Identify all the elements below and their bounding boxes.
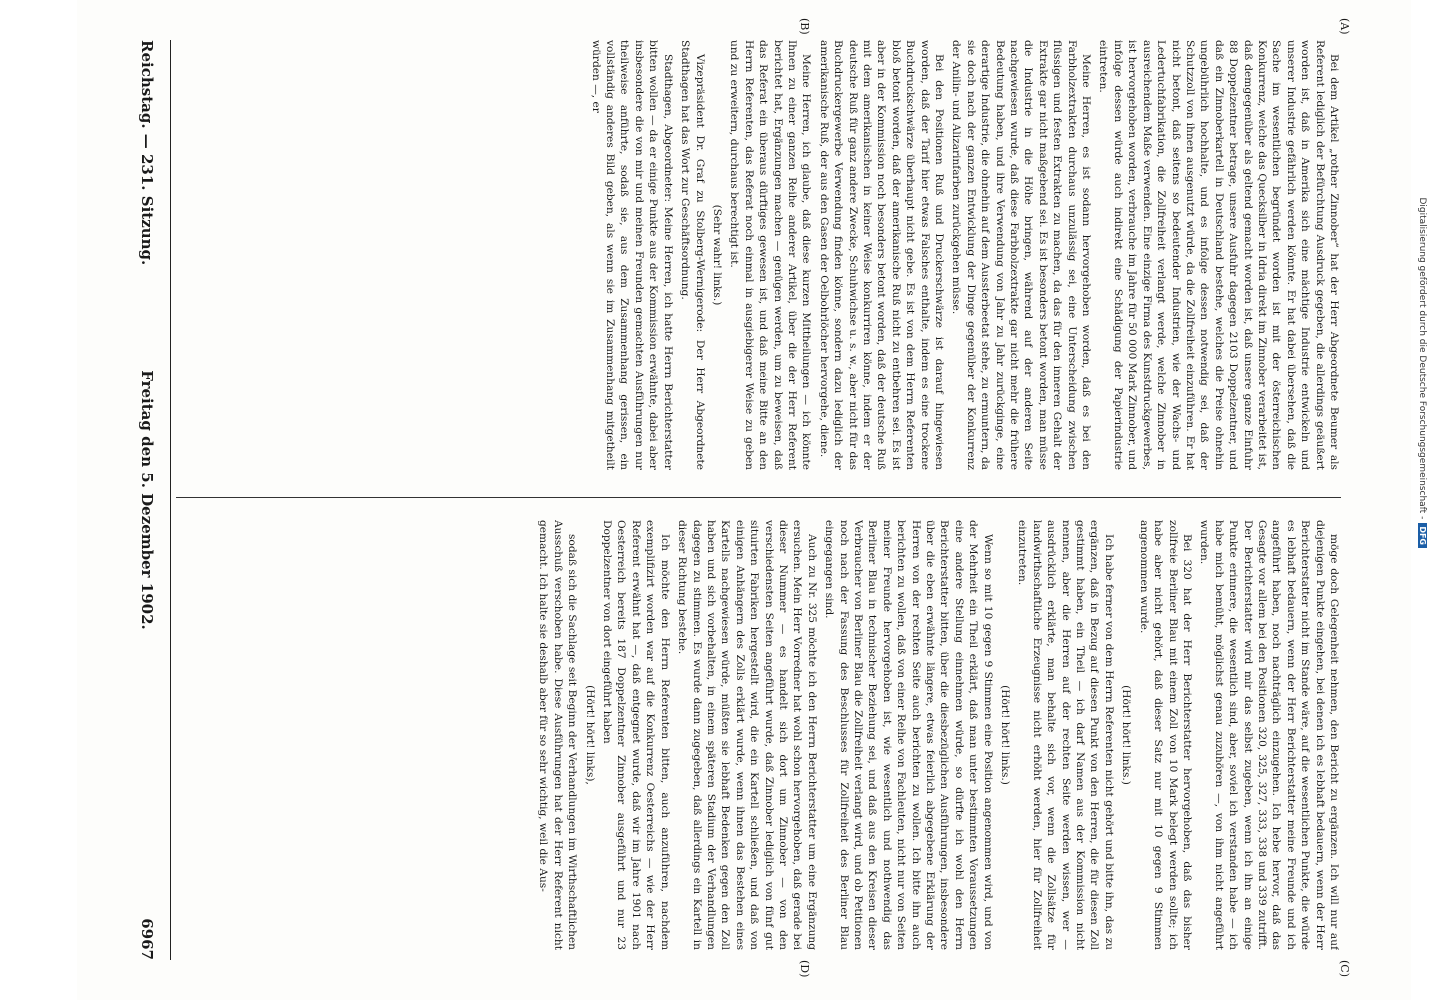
watermark-text: Digitalisierung gefördert durch die Deutsche Forschungsgemeinschaft -: [1417, 197, 1427, 520]
margin-marker-c: (C): [1338, 960, 1351, 977]
paragraph: sodaß sich die Sachlage seit Beginn der Verhandlungen im Wirthschaftlichen Ausschuß verschoben habe. Diese Ausführungen hat der Herr Referent nicht gemacht. Ich halte sie deshalb aber für so sehr wichtig, weil die Aus-: [537, 520, 579, 950]
paragraph: Meine Herren, es ist sodann hervorgehoben worden, daß es bei den Farbholzextrakten durchaus unzulässig sei, eine Unterscheidung zwischen flüssigen und festen Extrakten zu machen, da das für den inneren Gehalt der Extrakte gar nicht maßgebend sei. Es ist besonders betont worden, man müsse die Industrie in die Höhe bringen, während auf der anderen Seite nachgewiesen wurde, daß diese Farbholzextrakte gar nicht mehr die frühere Bedeutung haben, und ihre Verwendung von Jahr zu Jahr zurückginge, eine derartige Industrie, die ohnehin auf dem Aussterbeetat stehe, zu ermuntern, da sie doch nach der ganzen Entwicklung der Dinge gegenüber der Konkurrenz der Anilin- und Alizarinfarben zurückgehen müsse.: [950, 40, 1093, 470]
text-column-left: [181, 40, 1341, 470]
dfg-logo: DFG: [1418, 523, 1427, 548]
paragraph: Ich habe ferner von dem Herrn Referenten nicht gehört und bitte ihn, das zu ergänzen, daß in Bezug auf diesen Punkt von den Herren, die für diesen Zoll gestimmt haben, ein Theil — ich darf Namen aus der Kommission nicht nennen, aber die Herren auf der rechten Seite werden wissen, wer — ausdrücklich erklärte, man behalte sich vor, wenn die Zollsätze für landwirthschaftliche Erzeugnisse nicht erhöht werden, hier für Zollfreiheit einzutreten.: [1016, 520, 1115, 950]
scanned-page: [77, 0, 1411, 1000]
header-date: Freitag den 5. Dezember 1902.: [138, 370, 156, 630]
margin-marker-d: (D): [798, 960, 811, 978]
paragraph: Auch zu Nr. 325 möchte ich den Herrn Berichterstatter um eine Ergänzung ersuchen. Mein Herr Vorredner hat wohl schon hervorgehoben, daß gerade bei dieser Nummer — es handelt sich dort um Zinnober — von den verschiedensten Seiten angeführt wurde, daß Zinnober lediglich von fünf gut situirten Fabriken hergestellt wird, die ein Kartell schließen, und daß von einigen Anhängern des Zolls erklärt wurde, wenn ihnen das Bestehen eines Kartells nachgewiesen würde, müßten sie lebhaft Bedenken gegen den Zoll haben und sich vorbehalten, in einem späteren Stadium der Verhandlungen dagegen zu stimmen. Es wurde dann zugegeben, daß allerdings ein Kartell in dieser Richtung bestehe.: [676, 520, 818, 950]
header-left: Reichstag. — 231. Sitzung.: [138, 40, 156, 266]
paragraph: Bei dem Artikel „rother Zinnober“ hat der Herr Abgeordnete Beumer als Referent lediglich der Befürchtung Ausdruck gegeben, die allerdings geäußert worden ist, daß in Amerika sich eine mächtige Industrie entwickeln und unserer Industrie gefährlich werden könnte. Er hat dabei übersehen, daß die Sache im wesentlichen begründet worden ist mit der österreichischen Konkurrenz, welche das Quecksilber in Idria direkt im Zinnober verarbeitet ist, daß demgegenüber als geltend gemacht worden ist, daß unsere ganze Einfuhr 88 Doppelzentner betrage, unsere Ausfuhr dagegen 2103 Doppelzentner, und daß ein Zinnoberkartell in Deutschland bestehe, welches die Preise ohnehin ungebührlich hochhalte, und es infolge dessen notwendig sei, daß der Schutzzoll von ihnen ausgenutzt würde, da die Zollfreiheit einzuführen. Er hat nicht betont, daß seitens so bedeutender Industrien, wie der Wachs- und Ledertuchfabrikation, die Zollfreiheit verlangt werde, welche Zinnober in ausreichendem Maße verwenden. Eine einzige Firma des Kunstdruckgewerbes, ist hervorgehoben worden, verbrauche im Jahre für 50 000 Mark Zinnober, und infolge dessen würde auch indirekt eine Schädigung der Papierindustrie eintreten.: [1097, 40, 1340, 470]
paragraph: Ich möchte den Herrn Referenten bitten, auch anzuführen, nachdem exemplifizirt worden war auf die Konkurrenz Oesterreichs — wie der Herr Referent erwähnt hat —, daß entgegnet wurde, daß wir im Jahre 1901 nach Oesterreich bereits 187 Doppelzentner Zinnober ausgeführt und nur 23 Doppelzentner von dort eingeführt haben: [601, 520, 671, 950]
page-number: 6967: [138, 918, 156, 960]
header-rule: [170, 40, 171, 960]
paragraph: Stadthagen, Abgeordneter: Meine Herren, ich hatte Herrn Berichterstatter bitten wollen — da er einige Punkte aus der Kommission erwähnte, dabei aber insbesondere die von mir und meinen Freunden gemachten Ausführungen nur theilweise anführte, sodaß sie, aus dem Zusammenhang gerissen, ein vollständig anderes Bild geben, als wenn sie im Zusammenhang mitgetheilt würden —, er: [589, 40, 674, 470]
paragraph: möge doch Gelegenheit nehmen, den Bericht zu ergänzen. Ich will nur auf diejenigen Punkte eingehen, bei denen ich es lebhaft bedauern, wenn der Herr Berichterstatter nicht im Stande wäre, auf die wesentlichen Punkte, die würde es lebhaft bedauern, wenn der Herr Berichterstatter meine Freunde und ich angeführt haben, noch nachträglich einzugehen. Ich hebe hervor, daß das Gesagte vor allem bei den Positionen 320, 325, 327, 333, 338 und 339 zutrifft. Der Berichterstatter wird mir das selbst zugeben, wenn ich ihn an einige Punkte erinnere, die wesentlich sind, aber, soviel ich verstanden habe — ich habe mich bemüht, möglichst genau zuzuhören —, von ihm nicht angeführt wurden.: [1198, 520, 1340, 950]
column-divider: [176, 497, 1341, 498]
paragraph: Bei den Positionen Ruß und Druckerschwärze ist darauf hingewiesen worden, daß der Tarif hier etwas Falsches enthalte, indem es eine trockene Buchdruckschwärze überhaupt nicht gebe. Es ist von dem Herrn Referenten bloß betont worden, daß der amerikanische Ruß nicht zu entbehren sei. Es ist aber in der Kommission noch besonders betont worden, daß der deutsche Ruß mit dem amerikanischen in keiner Weise konkurriren könne, indem er der deutsche Ruß für ganz andere Zwecke, Schuhwichse u. s. w., aber nicht für das Buchdruckergewerbe Verwendung finden könne, sondern dazu lediglich der amerikanische Ruß, der aus den Gasen der Oelbohrlöcher hervorgehe, diene.: [817, 40, 946, 470]
interjection: (Hört! hört! links.): [1120, 685, 1133, 785]
interjection: (Hört! hört! links),: [583, 685, 596, 785]
margin-marker-a: (A): [1338, 18, 1351, 35]
interjection: (Sehr wahr! links.): [710, 204, 723, 306]
margin-marker-b: (B): [798, 18, 811, 35]
digitization-watermark: [1413, 8, 1431, 548]
page-header: [126, 40, 156, 960]
paragraph: Bei 320 hat der Herr Berichterstatter hervorgehoben, daß das bisher zollfreie Berliner Blau mit einem Zoll von 10 Mark belegt werden sollte; ich habe aber nicht gehört, daß dieser Satz nur mit 10 gegen 9 Stimmen angenommen wurde.: [1137, 520, 1193, 950]
interjection: (Hört! hört! links.): [999, 685, 1012, 785]
paragraph: Wenn so mit 10 gegen 9 Stimmen eine Position angenommen wird, und von der Mehrheit ein Theil erklärt, daß man unter bestimmten Voraussetzungen eine andere Stellung einnehmen würde, so dürfte ich wohl den Herrn Berichterstatter bitten, über die diesbezüglichen Ausführungen, insbesondere über die eben erwähnte längere, etwas feierlich abgegebene Erklärung der Herren von der rechten Seite auch berichten zu wollen. Ich bitte ihn auch berichten zu wollen, daß von einer Reihe von Fachleuten, nicht nur von Seiten meiner Freunde hervorgehoben ist, wie wesentlich und nothwendig das Berliner Blau in technischer Beziehung sei, und daß aus den Kreisen dieser Verbraucher von Berliner Blau die Zollfreiheit verlangt wird, und ob Petitionen noch nach der Fassung des Beschlusses für Zollfreiheit des Berliner Blau eingegangen sind.: [823, 520, 994, 950]
text-column-right: [181, 520, 1341, 950]
paragraph: Meine Herren, ich glaube, daß diese kurzen Mittheilungen — ich könnte Ihnen zu einer ganzen Reihe anderer Artikel, über die der Herr Referent berichtet hat, Ergänzungen machen — genügen werden, um zu beweisen, daß das Referat ein überaus dürftiges gewesen ist, und daß meine Bitte an den Herrn Referenten, das Referat noch einmal in ausgiebigerer Weise zu geben und zu erweitern, durchaus berechtigt ist.: [728, 40, 813, 470]
paragraph: Vizepräsident Dr. Graf zu Stolberg-Wernigerode: Der Herr Abgeordnete Stadthagen hat das Wort zur Geschäftsordnung.: [679, 40, 706, 470]
